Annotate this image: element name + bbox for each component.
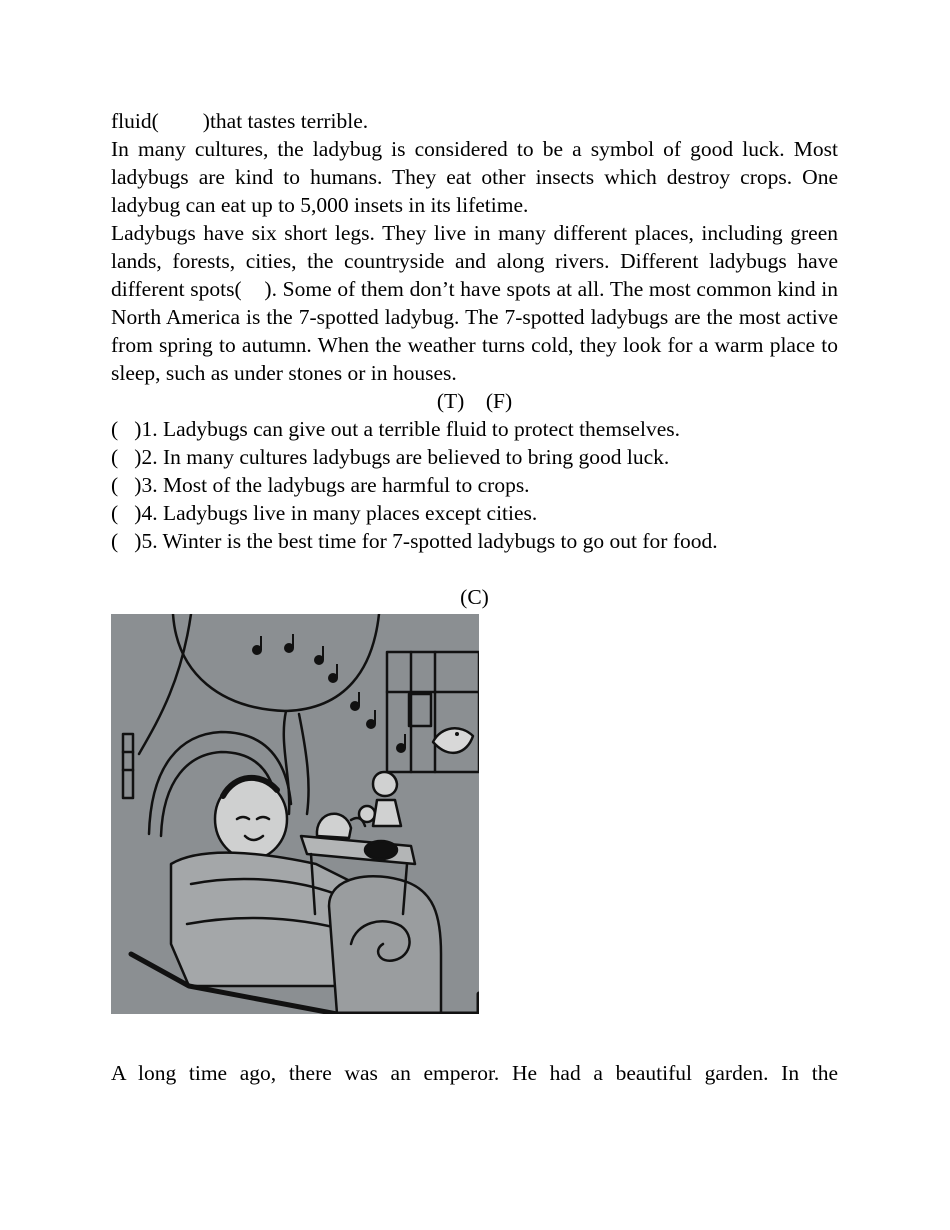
section-c-heading: (C) — [460, 585, 489, 609]
question-3: ( )3. Most of the ladybugs are harmful to crops. — [111, 473, 530, 497]
cartoon-drawing — [111, 614, 479, 1014]
question-5: ( )5. Winter is the best time for 7-spotted ladybugs to go out for food. — [111, 529, 718, 553]
section-spacer — [111, 555, 838, 583]
paragraph-legs-habitat: Ladybugs have six short legs. They live in many different places, including green lands, forests, cities, the countryside and along rivers. Different ladybugs have different spots( ). Some of them don’t have spots at all. The most common kind in North America is the 7-spotted ladybug. The 7-spotted ladybugs are the most active from spring to autumn. When the weather turns cold, they look for a warm place to sleep, such as under stones or in houses. — [111, 221, 838, 385]
fluid-line — [111, 107, 838, 135]
document-page — [111, 107, 838, 611]
fluid-word: fluid( — [111, 109, 159, 133]
paragraph-good-luck: In many cultures, the ladybug is considered to be a symbol of good luck. Most ladybugs are kind to humans. They eat other insects which destroy crops. One ladybug can eat up to 5,000 insets in its lifetime. — [111, 137, 838, 217]
question-2: ( )2. In many cultures ladybugs are believed to bring good luck. — [111, 445, 670, 469]
section-c-first-line: A long time ago, there was an emperor. He had a beautiful garden. In the — [111, 1061, 838, 1085]
fluid-rest: )that tastes terrible. — [202, 109, 369, 133]
question-1: ( )1. Ladybugs can give out a terrible fluid to protect themselves. — [111, 417, 680, 441]
question-4: ( )4. Ladybugs live in many places except cities. — [111, 501, 538, 525]
emperor-bed-illustration — [111, 614, 479, 1014]
true-false-header: (T) (F) — [436, 389, 513, 413]
